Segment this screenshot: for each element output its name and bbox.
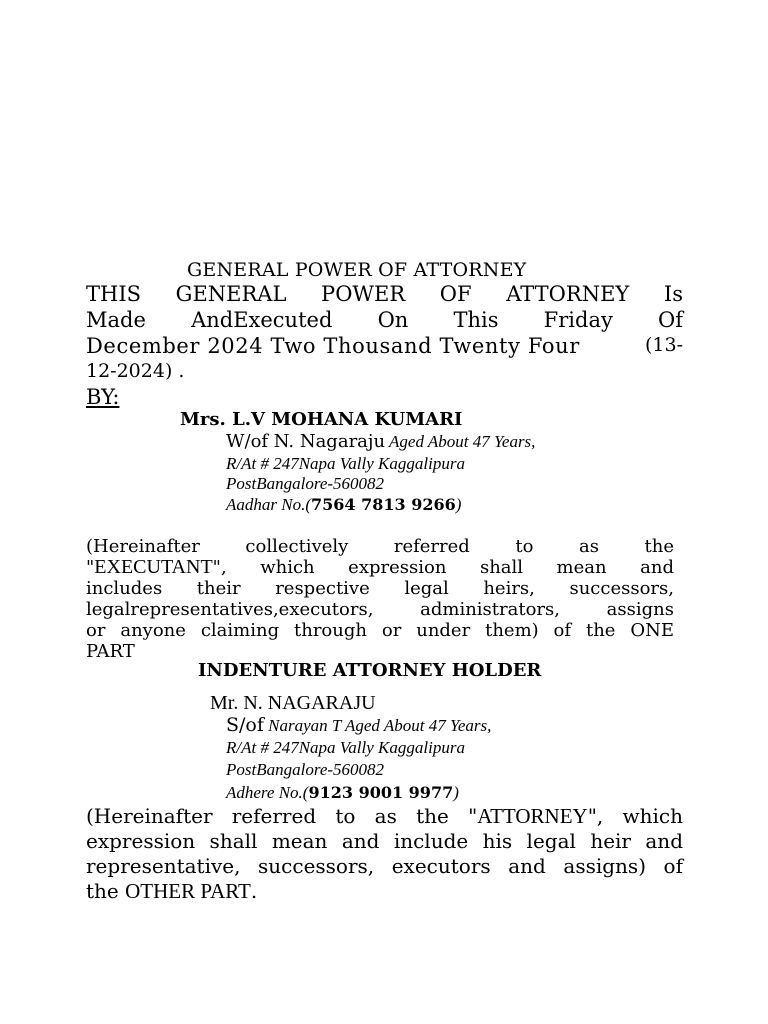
executant-id-label: Aadhar No.( [226,495,311,514]
executant-term: EXECUTANT [94,556,213,578]
intro-line-1: THIS GENERAL POWER OF ATTORNEY Is [86,282,683,306]
attorney-id-close: ) [453,783,459,802]
attorney-clause [86,804,683,904]
attorney-relation [226,714,491,736]
attorney-term: ATTORNEY [477,804,588,828]
executant-id [226,495,461,515]
attorney-clause-line-2: expression shall mean and include his legal heir and [86,829,683,853]
executant-address-2: PostBangalore-560082 [226,474,385,493]
intro-date-start: (13- [644,334,683,356]
document-title: GENERAL POWER OF ATTORNEY [187,259,527,281]
attorney-name-age: Narayan T Aged About 47 Years, [263,716,492,735]
executant-age: Aged About 47 Years, [385,432,536,451]
executant-relation [226,431,535,452]
intro-line-3 [86,334,683,358]
executant-name: Mrs. L.V MOHANA KUMARI [180,409,463,430]
attorney-clause-line-4-end: . [250,879,258,903]
attorney-relation-lead: S/of [226,714,264,736]
by-label: BY: [86,385,120,409]
executant-address-1: R/At # 247Napa Vally Kaggalipura [226,454,465,473]
attorney-clause-line-1-rest: ", which [587,804,683,828]
executant-clause-line-2-rest: ", which expression shall mean and [212,557,674,578]
executant-clause-line-5: or anyone claiming through or under them) of the ONE [86,620,674,641]
attorney-id-number: 9123 9001 9977 [308,783,454,802]
executant-clause-line-6: PART [86,641,135,662]
executant-id-close: ) [455,495,462,514]
executant-clause [86,536,674,662]
other-part-term: OTHER PART [125,879,251,903]
attorney-address-1: R/At # 247Napa Vally Kaggalipura [226,738,465,757]
executant-clause-line-4: legalrepresentatives,executors, administrators, assigns [86,599,674,620]
indenture-heading: INDENTURE ATTORNEY HOLDER [198,660,542,681]
executant-clause-line-2 [86,557,674,578]
attorney-clause-line-3: representative, successors, executors and assigns) of [86,854,683,878]
executant-clause-line-1: (Hereinafter collectively referred to as the [86,536,674,557]
executant-id-number: 7564 7813 9266 [311,495,456,514]
attorney-address-2: PostBangalore-560082 [226,760,385,779]
attorney-clause-line-4-lead: the [86,879,126,903]
attorney-id-label: Adhere No.( [226,783,309,802]
attorney-id [226,783,459,803]
attorney-clause-line-1-lead: (Hereinafter referred to as the " [86,804,478,828]
intro-date-words: December 2024 Two Thousand Twenty Four [86,334,580,358]
attorney-clause-line-1 [86,804,683,829]
executant-relation-lead: W/of N. Nagaraju [226,431,386,452]
attorney-clause-line-4 [86,879,683,904]
intro-line-2: Made AndExecuted On This Friday Of [86,308,683,332]
quote-open: " [86,557,95,578]
intro-line-4: 12-2024) . [86,360,185,382]
attorney-name: Mr. N. NAGARAJU [210,692,376,714]
executant-clause-line-3: includes their respective legal heirs, successors, [86,578,674,599]
